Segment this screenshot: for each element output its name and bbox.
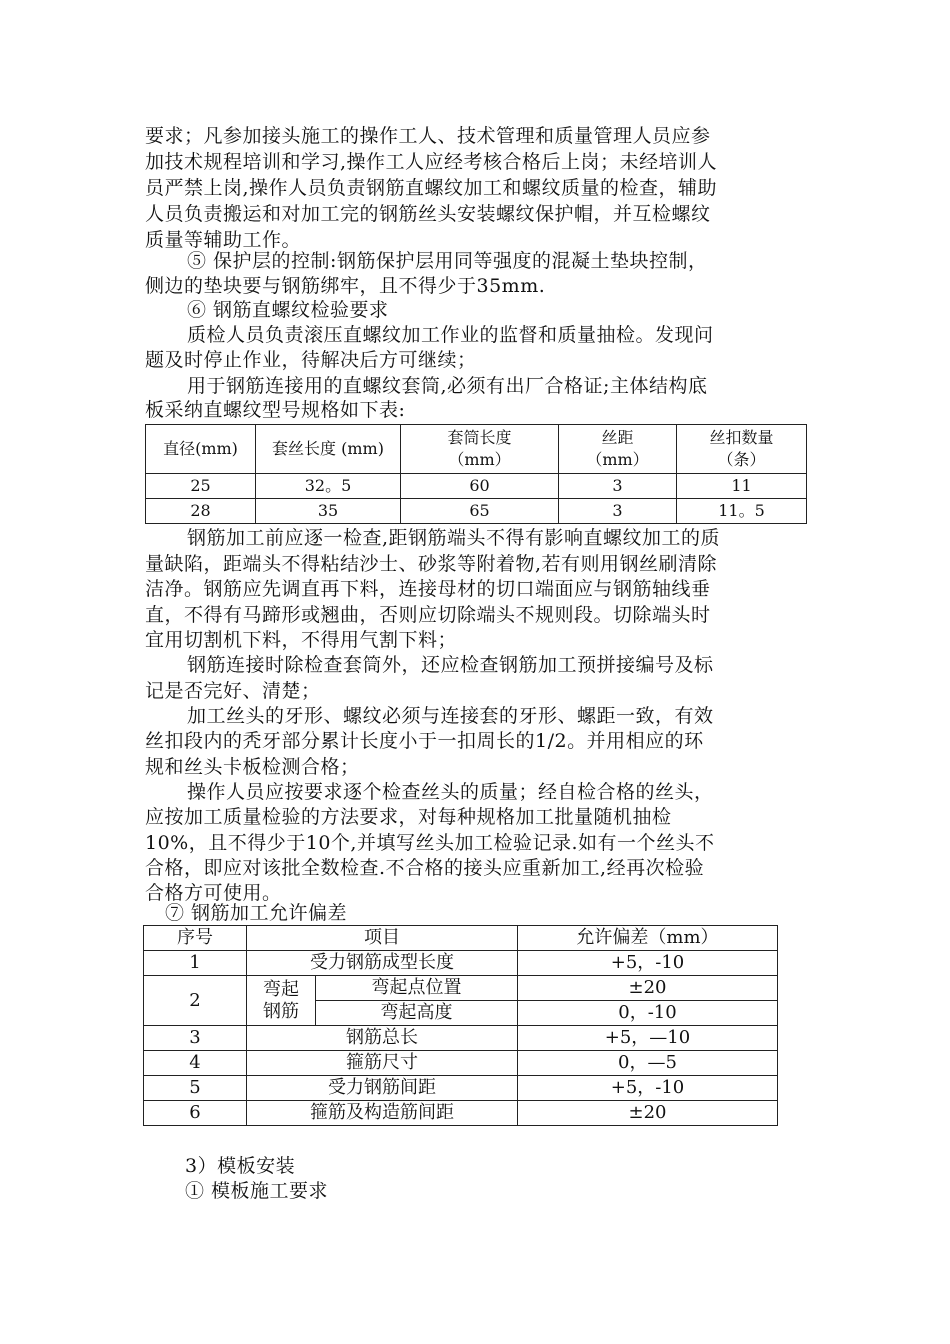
table-cell: 0，-10 (518, 1001, 778, 1026)
table-cell: +5，—10 (518, 1026, 778, 1051)
table-cell: 弯起点位置 (316, 976, 518, 1001)
table-cell: 25 (146, 474, 256, 499)
header-cell: 套筒长度 （mm） (401, 425, 559, 474)
table-cell: 箍筋及构造筋间距 (247, 1101, 518, 1126)
paragraph-line: 洁净。钢筋应先调直再下料，连接母材的切口端面应与钢筋轴线垂 (145, 578, 711, 600)
paragraph-line: 加技术规程培训和学习,操作工人应经考核合格后上岗；未经培训人 (145, 151, 718, 173)
paragraph-line: 板采纳直螺纹型号规格如下表: (145, 399, 406, 421)
table-cell: 箍筋尺寸 (247, 1051, 518, 1076)
subheading: ⑥ 钢筋直螺纹检验要求 (187, 299, 389, 321)
paragraph-line: 直，不得有马蹄形或翘曲，否则应切除端头不规则段。切除端头时 (145, 604, 711, 626)
table-cell: 35 (256, 499, 401, 524)
paragraph-line: ⑤ 保护层的控制:钢筋保护层用同等强度的混凝土垫块控制， (187, 250, 708, 272)
table-cell: 11 (677, 474, 807, 499)
table-header-row (146, 425, 807, 474)
table-cell: +5，-10 (518, 1076, 778, 1101)
table-cell: 3 (559, 499, 677, 524)
paragraph-line: 质检人员负责滚压直螺纹加工作业的监督和质量抽检。发现问 (187, 324, 714, 346)
table-cell: 3 (144, 1026, 247, 1051)
table-cell: 60 (401, 474, 559, 499)
header-cell: 丝距 （mm） (559, 425, 677, 474)
table-cell: 弯起 钢筋 (247, 976, 316, 1026)
table-cell: 2 (144, 976, 247, 1026)
table-row (144, 1076, 778, 1101)
table-cell: ±20 (518, 976, 778, 1001)
paragraph-line: 量缺陷，距端头不得粘结沙士、砂浆等附着物,若有则用钢丝刷清除 (145, 553, 718, 575)
paragraph-line: 钢筋连接时除检查套筒外，还应检查钢筋加工预拼接编号及标 (187, 654, 714, 676)
table-row (146, 474, 807, 499)
table-row (144, 1026, 778, 1051)
header-cell: 套丝长度 (mm) (256, 425, 401, 474)
table-cell: 6 (144, 1101, 247, 1126)
paragraph-line: 要求；凡参加接头施工的操作工人、技术管理和质量管理人员应参 (145, 125, 711, 147)
paragraph-line: 员严禁上岗,操作人员负责钢筋直螺纹加工和螺纹质量的检查，辅助 (145, 177, 718, 199)
section-heading: 3）模板安装 (185, 1155, 296, 1177)
table-cell: 5 (144, 1076, 247, 1101)
table-cell: 钢筋总长 (247, 1026, 518, 1051)
table-cell: 28 (146, 499, 256, 524)
table-row (144, 951, 778, 976)
paragraph-line: 规和丝头卡板检测合格； (145, 756, 360, 778)
header-cell: 序号 (144, 926, 247, 951)
paragraph-line: 合格，即应对该批全数检查.不合格的接头应重新加工,经再次检验 (145, 857, 705, 879)
paragraph-line: 侧边的垫块要与钢筋绑牢，且不得少于35mm. (145, 275, 546, 297)
thread-spec-table (145, 424, 807, 524)
table-cell: 11。5 (677, 499, 807, 524)
paragraph-line: 记是否完好、清楚； (145, 680, 321, 702)
table-row (144, 976, 778, 1001)
table-cell: 受力钢筋间距 (247, 1076, 518, 1101)
paragraph-line: 题及时停止作业，待解决后方可继续； (145, 349, 477, 371)
paragraph-line: 合格方可使用。 (145, 882, 282, 904)
table-cell: 65 (401, 499, 559, 524)
paragraph-line: 丝扣段内的秃牙部分累计长度小于一扣周长的1/2。并用相应的环 (145, 730, 704, 752)
table-cell: 0，—5 (518, 1051, 778, 1076)
paragraph-line: 操作人员应按要求逐个检查丝头的质量；经自检合格的丝头， (187, 781, 714, 803)
header-cell: 允许偏差（mm） (518, 926, 778, 951)
paragraph-line: 钢筋加工前应逐一检查,距钢筋端头不得有影响直螺纹加工的质 (187, 527, 721, 549)
table-cell: 3 (559, 474, 677, 499)
paragraph-line: 宜用切割机下料，不得用气割下料； (145, 629, 458, 651)
table-cell: +5，-10 (518, 951, 778, 976)
table-row (144, 1051, 778, 1076)
table-cell: 1 (144, 951, 247, 976)
table-row (144, 1101, 778, 1126)
header-cell: 丝扣数量 （条） (677, 425, 807, 474)
header-cell: 项目 (247, 926, 518, 951)
paragraph-line: 人员负责搬运和对加工完的钢筋丝头安装螺纹保护帽，并互检螺纹 (145, 203, 711, 225)
table-cell: 受力钢筋成型长度 (247, 951, 518, 976)
paragraph-line: 用于钢筋连接用的直螺纹套筒,必须有出厂合格证;主体结构底 (187, 375, 708, 397)
header-cell: 直径(mm) (146, 425, 256, 474)
paragraph-line: 应按加工质量检验的方法要求，对每种规格加工批量随机抽检 (145, 806, 672, 828)
paragraph-line: 加工丝头的牙形、螺纹必须与连接套的牙形、螺距一致，有效 (187, 705, 714, 727)
table-cell: 32。5 (256, 474, 401, 499)
subheading: ⑦ 钢筋加工允许偏差 (165, 902, 348, 924)
tolerance-table (143, 925, 778, 1126)
table-cell: 4 (144, 1051, 247, 1076)
table-cell: 弯起高度 (316, 1001, 518, 1026)
paragraph-line: 质量等辅助工作。 (145, 229, 302, 251)
subheading: ① 模板施工要求 (185, 1180, 329, 1202)
paragraph-line: 10%，且不得少于10个,并填写丝头加工检验记录.如有一个丝头不 (145, 832, 715, 854)
table-row (146, 499, 807, 524)
table-header-row (144, 926, 778, 951)
table-cell: ±20 (518, 1101, 778, 1126)
